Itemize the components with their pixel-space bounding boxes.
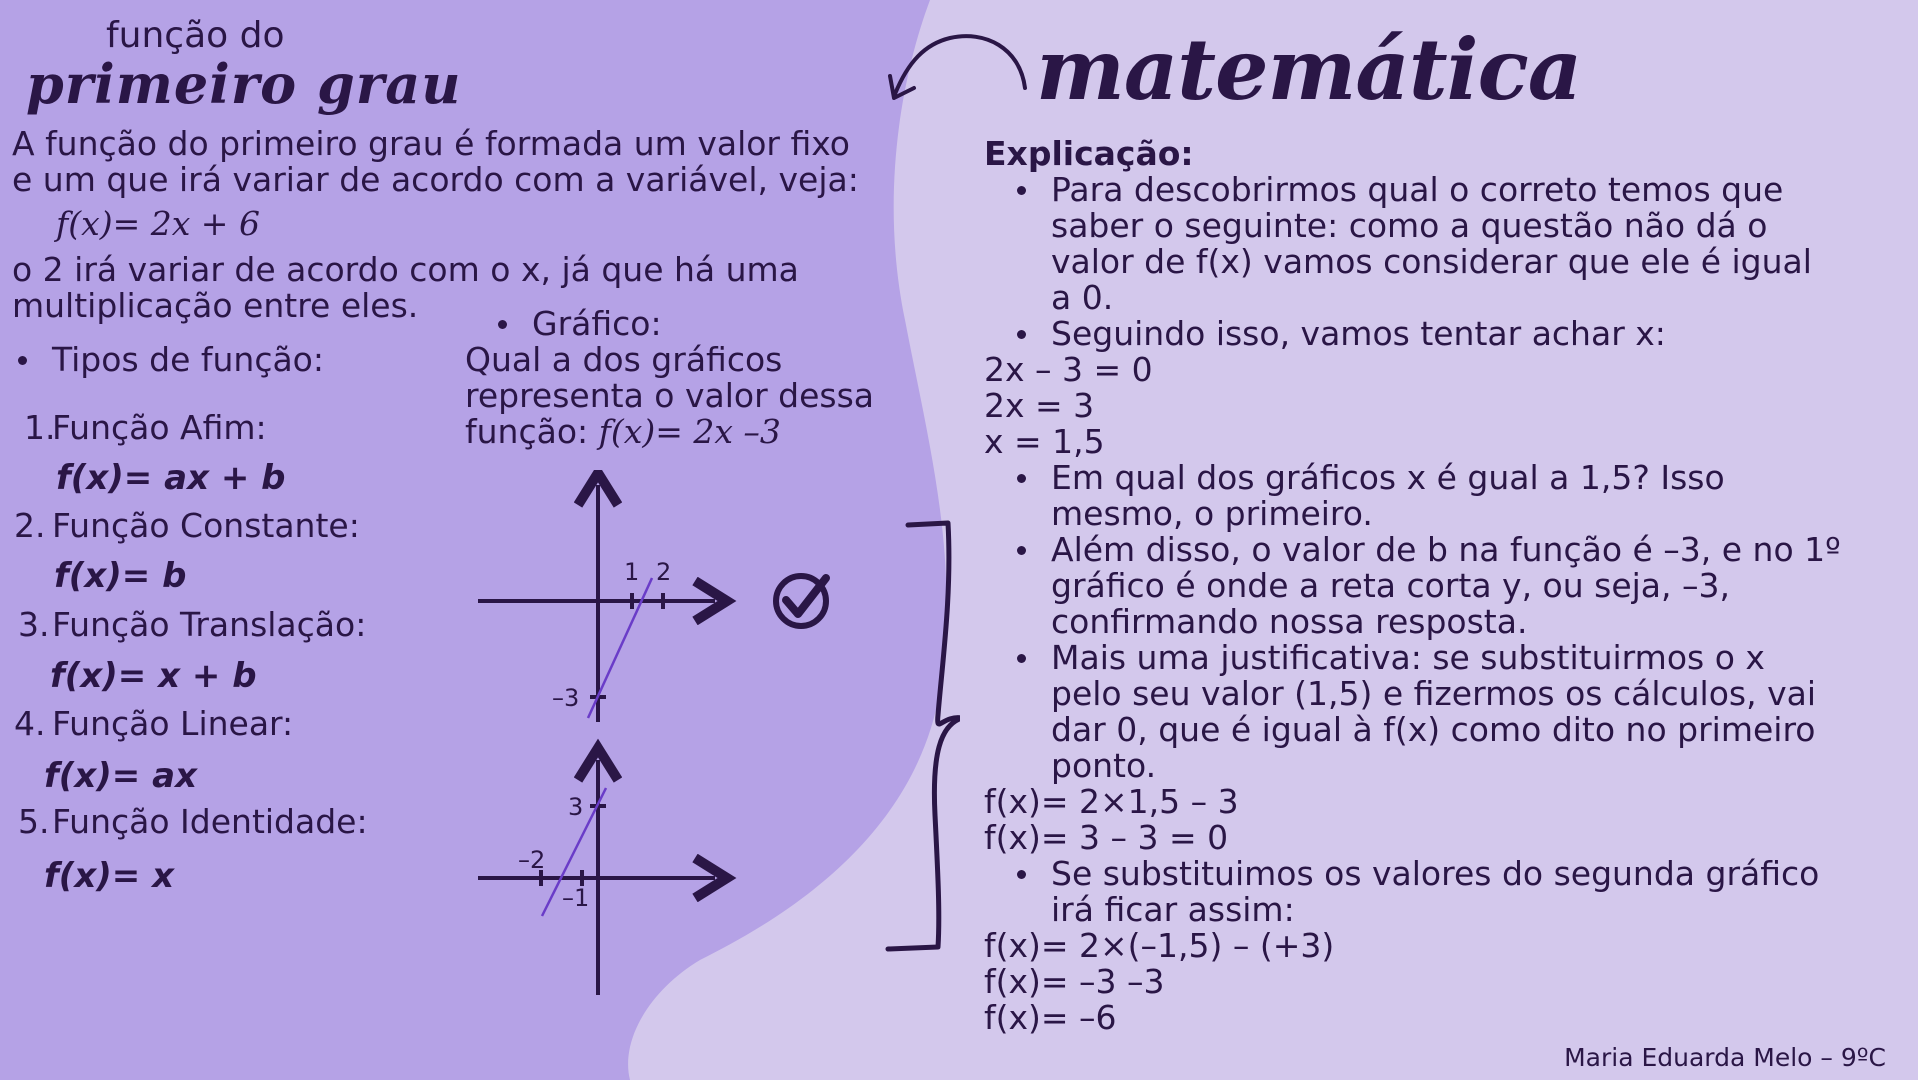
type-name-4: Função Linear: — [52, 704, 294, 743]
bullet-1-line-4: a 0. — [1051, 278, 1114, 317]
graph-2-label-3: 3 — [568, 793, 584, 821]
type-name-5: Função Identidade: — [52, 802, 368, 841]
type-number-5: 5. — [18, 802, 50, 841]
bullet-3-line-1: Em qual dos gráficos x é gual a 1,5? Isso — [1051, 458, 1725, 497]
type-number-1: 1. — [24, 408, 56, 447]
graph-question-formula: f(x)= 2x –3 — [598, 412, 781, 451]
type-name-1: Função Afim: — [52, 408, 267, 447]
step-3-line-2: f(x)= –3 –3 — [984, 962, 1165, 1001]
bullet-1-line-1: Para descobrirmos qual o correto temos que — [1051, 170, 1784, 209]
intro-line-2: e um que irá variar de acordo com a variável, veja: — [12, 160, 859, 199]
bullet-5-line-2: pelo seu valor (1,5) e fizermos os cálculos, vai — [1051, 674, 1817, 713]
bullet-4-line-1: Além disso, o valor de b na função é –3, e no 1º — [1051, 530, 1841, 569]
step-2-line-2: f(x)= 3 – 3 = 0 — [984, 818, 1229, 857]
title-script: primeiro grau — [26, 52, 462, 116]
step-1-line-1: 2x – 3 = 0 — [984, 350, 1153, 389]
step-3-line-1: f(x)= 2×(–1,5) – (+3) — [984, 926, 1335, 965]
bullet-2: Seguindo isso, vamos tentar achar x: — [1051, 314, 1666, 353]
type-formula-3: f(x)= x + b — [50, 656, 257, 696]
bullet-5-line-1: Mais uma justificativa: se substituirmos o x — [1051, 638, 1765, 677]
graph-2-label-minus2: –2 — [518, 846, 546, 874]
step-3-line-3: f(x)= –6 — [984, 998, 1117, 1037]
bullet-3-line-2: mesmo, o primeiro. — [1051, 494, 1373, 533]
graph-2 — [478, 760, 715, 995]
explanation-heading: Explicação: — [984, 134, 1194, 173]
example-formula: f(x)= 2x + 6 — [56, 204, 260, 243]
type-name-2: Função Constante: — [52, 506, 360, 545]
author-credit: Maria Eduarda Melo – 9ºC — [1564, 1043, 1886, 1072]
graph-2-label-minus1: –1 — [562, 884, 590, 912]
bullet-1-line-2: saber o seguinte: como a questão não dá o — [1051, 206, 1768, 245]
type-number-2: 2. — [14, 506, 46, 545]
check-circle-icon — [776, 576, 826, 626]
step-1-line-3: x = 1,5 — [984, 422, 1105, 461]
step-1-line-2: 2x = 3 — [984, 386, 1095, 425]
title-small: função do — [106, 15, 285, 56]
type-formula-5: f(x)= x — [44, 856, 175, 896]
bullet-5-line-3: dar 0, que é igual à f(x) como dito no primeiro — [1051, 710, 1816, 749]
graph-heading: Gráfico: — [532, 304, 662, 343]
graph-1-label-2: 2 — [656, 558, 672, 586]
curved-arrow-icon — [880, 28, 1040, 108]
explain-line-2: multiplicação entre eles. — [12, 286, 419, 325]
intro-line-1: A função do primeiro grau é formada um valor fixo — [12, 124, 850, 163]
graph-question-line-3 — [465, 414, 781, 450]
bullet-4-line-2: gráfico é onde a reta corta y, ou seja, –3, — [1051, 566, 1730, 605]
right-title: matemática — [1036, 20, 1582, 119]
bullet-5-line-4: ponto. — [1051, 746, 1157, 785]
step-2-line-1: f(x)= 2×1,5 – 3 — [984, 782, 1239, 821]
type-formula-2: f(x)= b — [54, 556, 187, 596]
type-number-3: 3. — [18, 605, 50, 644]
bullet-4-line-3: confirmando nossa resposta. — [1051, 602, 1528, 641]
type-number-4: 4. — [14, 704, 46, 743]
types-heading: Tipos de função: — [52, 340, 324, 379]
graph-1-label-1: 1 — [624, 558, 640, 586]
graph-question-line-1: Qual a dos gráficos — [465, 340, 783, 379]
graph-1-label-minus3: –3 — [552, 684, 580, 712]
bullet-6-line-2: irá ficar assim: — [1051, 890, 1295, 929]
type-formula-1: f(x)= ax + b — [56, 458, 286, 498]
right-brace-icon — [880, 515, 960, 955]
graph-1 — [478, 485, 715, 722]
graph-question-prefix: função: — [465, 412, 599, 451]
explain-line-1: o 2 irá variar de acordo com o x, já que há uma — [12, 250, 799, 289]
bullet-6-line-1: Se substituimos os valores do segunda gráfico — [1051, 854, 1820, 893]
type-formula-4: f(x)= ax — [44, 756, 197, 796]
graph-question-line-2: representa o valor dessa — [465, 376, 875, 415]
bullet-1-line-3: valor de f(x) vamos considerar que ele é igual — [1051, 242, 1812, 281]
type-name-3: Função Translação: — [52, 605, 367, 644]
